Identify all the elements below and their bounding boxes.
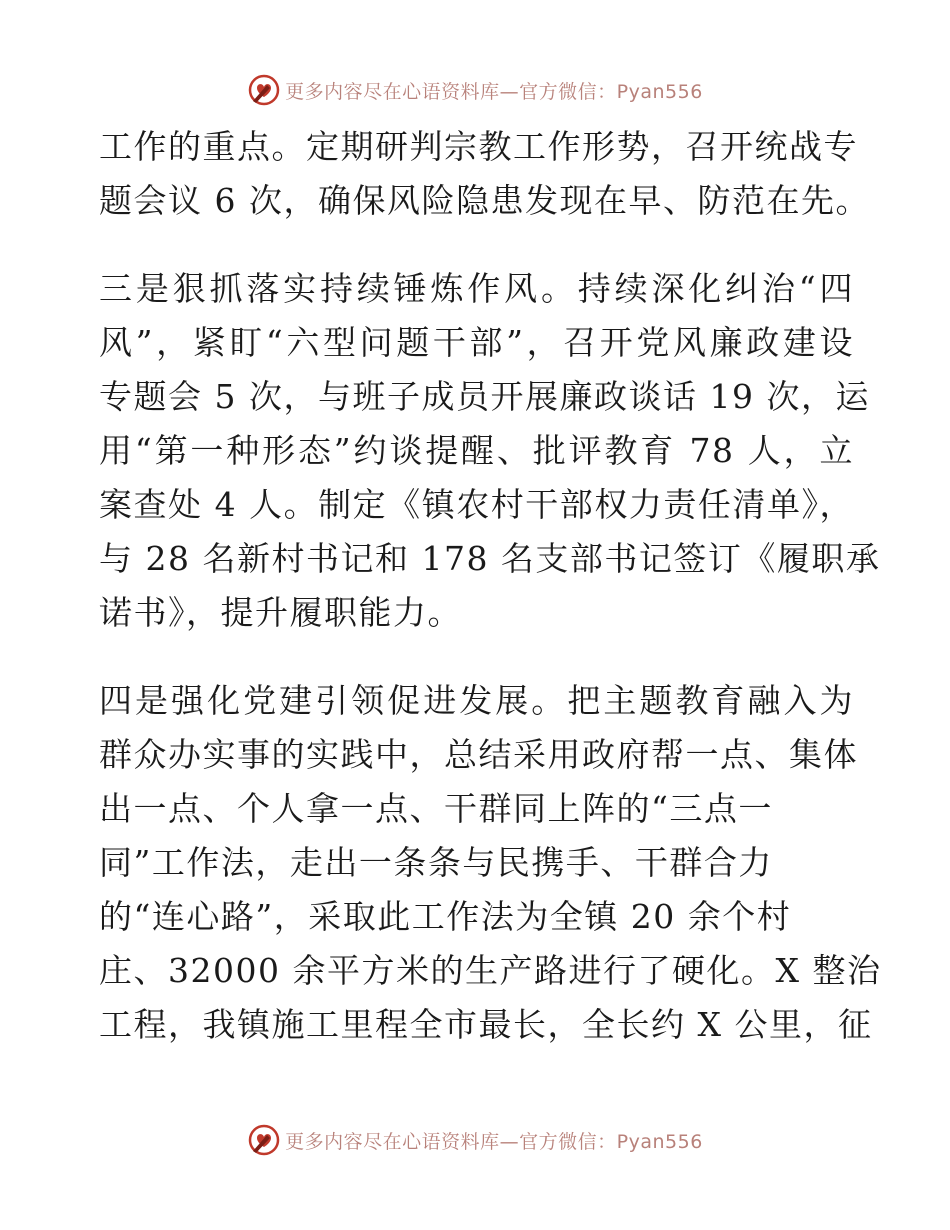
text-line: 工程，我镇施工里程全市最长，全长约 X 公里，征 xyxy=(99,1005,873,1044)
text-line: 三是狠抓落实持续锤炼作风。持续深化纠治“四 xyxy=(99,269,854,308)
text-line: 群众办实事的实践中，总结采用政府帮一点、集体 xyxy=(99,735,858,774)
text-line: 庄、32000 余平方米的生产路进行了硬化。X 整治 xyxy=(99,951,882,990)
paragraph-2 xyxy=(99,262,881,640)
header-banner xyxy=(0,70,950,110)
text-line: 与 28 名新村书记和 178 名支部书记签订《履职承 xyxy=(99,539,881,578)
document-page xyxy=(99,120,882,1052)
text-line: 四是强化党建引领促进发展。把主题教育融入为 xyxy=(99,681,854,720)
text-line: 工作的重点。定期研判宗教工作形势，召开统战专 xyxy=(99,127,858,166)
heart-pen-logo-icon xyxy=(247,1123,281,1157)
text-line: 专题会 5 次，与班子成员开展廉政谈话 19 次，运 xyxy=(99,377,870,416)
text-line: 的“连心路”，采取此工作法为全镇 20 余个村 xyxy=(99,897,792,936)
text-line: 用“第一种形态”约谈提醒、批评教育 78 人，立 xyxy=(99,431,854,470)
text-line: 同”工作法，走出一条条与民携手、干群合力 xyxy=(99,843,773,882)
footer-banner xyxy=(0,1120,950,1160)
text-line: 诺书》，提升履职能力。 xyxy=(99,593,462,632)
text-line: 题会议 6 次，确保风险隐患发现在早、防范在先。 xyxy=(99,181,870,220)
footer-banner-text: 更多内容尽在心语资料库—官方微信：Pyan556 xyxy=(285,1130,703,1153)
header-banner-text: 更多内容尽在心语资料库—官方微信：Pyan556 xyxy=(285,80,703,103)
paragraph-1 xyxy=(99,120,870,228)
text-line: 案查处 4 人。制定《镇农村干部权力责任清单》， xyxy=(99,485,854,524)
heart-pen-logo-icon xyxy=(247,73,281,107)
text-line: 风”，紧盯“六型问题干部”，召开党风廉政建设 xyxy=(99,323,854,362)
paragraph-3 xyxy=(99,674,882,1052)
text-line: 出一点、个人拿一点、干群同上阵的“三点一 xyxy=(99,789,773,828)
